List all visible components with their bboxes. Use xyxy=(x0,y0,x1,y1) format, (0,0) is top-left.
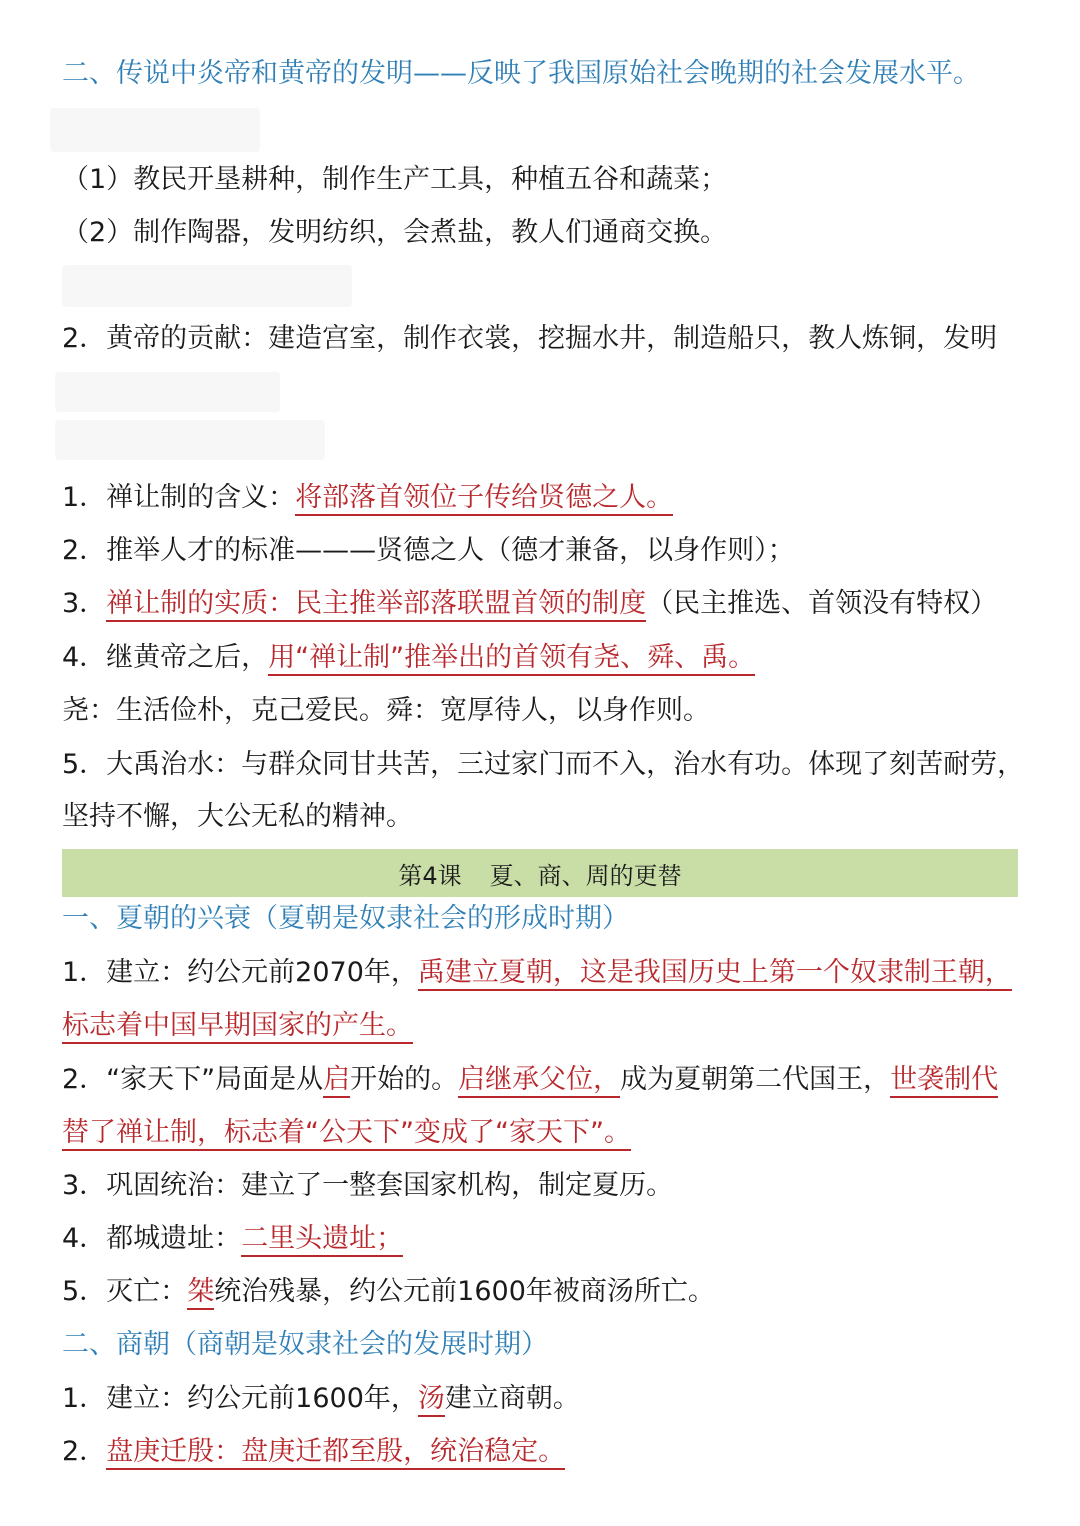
text: 开始的。 xyxy=(350,1064,459,1095)
redacted-block xyxy=(50,108,260,152)
lesson-banner xyxy=(62,849,1018,897)
lesson-number: 第4课 xyxy=(398,861,462,890)
xia-point-5 xyxy=(62,1272,715,1312)
redacted-block xyxy=(55,420,325,460)
xia-title: 一、夏朝的兴衰（夏朝是奴隶社会的形成时期） xyxy=(62,903,629,934)
answer: 世袭制代 xyxy=(890,1064,998,1098)
xia-point-3: 3．巩固统治：建立了一整套国家机构，制定夏历。 xyxy=(62,1170,674,1201)
answer: 盘庚迁殷：盘庚迁都至殷，统治稳定。 xyxy=(106,1436,565,1470)
answer: 用“禅让制”推举出的首领有尧、舜、禹。 xyxy=(268,642,755,676)
label: 2． xyxy=(62,1436,107,1467)
answer-tang: 汤 xyxy=(418,1383,445,1417)
dayu-line-2: 坚持不懈，大公无私的精神。 xyxy=(62,801,413,832)
xia-point-1-line-1 xyxy=(62,953,1012,993)
shanrang-point-2: 2．推举人才的标准———贤德之人（德才兼备，以身作则）； xyxy=(62,535,795,566)
label: 4．都城遗址： xyxy=(62,1223,242,1254)
answer: 禅让制的实质：民主推举部落联盟首领的制度 xyxy=(106,588,646,622)
shanrang-point-3 xyxy=(62,584,997,624)
label: 1．建立：约公元前1600年， xyxy=(62,1383,418,1414)
label: 2．“家天下”局面是从 xyxy=(62,1064,324,1095)
label: 3． xyxy=(62,588,107,619)
answer: 替了禅让制，标志着“公天下”变成了“家天下”。 xyxy=(62,1117,631,1151)
xia-point-4 xyxy=(62,1219,403,1259)
yao-shun-note: 尧：生活俭朴，克己爱民。舜：宽厚待人，以身作则。 xyxy=(62,695,710,726)
shang-title: 二、商朝（商朝是奴隶社会的发展时期） xyxy=(62,1329,548,1360)
answer: 标志着中国早期国家的产生。 xyxy=(62,1010,413,1044)
shanrang-point-4 xyxy=(62,638,755,678)
answer-qi: 启 xyxy=(323,1064,350,1098)
label: 5．灭亡： xyxy=(62,1276,188,1307)
answer: 禹建立夏朝，这是我国历史上第一个奴隶制王朝， xyxy=(418,957,1012,991)
dayu-line-1: 5．大禹治水：与群众同甘共苦，三过家门而不入，治水有功。体现了刻苦耐劳， xyxy=(62,749,1025,780)
xia-point-2-line-2 xyxy=(62,1113,631,1153)
text: 建立商朝。 xyxy=(444,1383,580,1414)
yandi-item-1: （1）教民开垦耕种，制作生产工具，种植五谷和蔬菜； xyxy=(62,164,728,195)
yandi-item-2: （2）制作陶器，发明纺织，会煮盐，教人们通商交换。 xyxy=(62,217,728,248)
redacted-block xyxy=(55,372,280,412)
shang-point-2 xyxy=(62,1432,565,1472)
huangdi-contribution: 2．黄帝的贡献：建造宫室，制作衣裳，挖掘水井，制造船只，教人炼铜，发明 xyxy=(62,323,998,354)
lesson-title: 夏、商、周的更替 xyxy=(489,861,682,890)
xia-point-2-line-1 xyxy=(62,1060,998,1100)
label: 1．建立：约公元前2070年， xyxy=(62,957,418,988)
answer: 二里头遗址； xyxy=(241,1223,403,1257)
text: 成为夏朝第二代国王， xyxy=(620,1064,891,1095)
section2-title: 二、传说中炎帝和黄帝的发明——反映了我国原始社会晚期的社会发展水平。 xyxy=(62,58,980,89)
xia-point-1-line-2 xyxy=(62,1006,413,1046)
shang-point-1 xyxy=(62,1379,580,1419)
note: （民主推选、首领没有特权） xyxy=(646,588,998,619)
label: 1．禅让制的含义： xyxy=(62,482,296,513)
redacted-block xyxy=(62,265,352,307)
answer-jie: 桀 xyxy=(187,1276,214,1310)
answer: 将部落首领位子传给贤德之人。 xyxy=(295,482,673,516)
text: 统治残暴，约公元前1600年被商汤所亡。 xyxy=(214,1276,715,1307)
answer: 启继承父位， xyxy=(458,1064,620,1098)
shanrang-point-1 xyxy=(62,478,673,518)
label: 4．继黄帝之后， xyxy=(62,642,269,673)
